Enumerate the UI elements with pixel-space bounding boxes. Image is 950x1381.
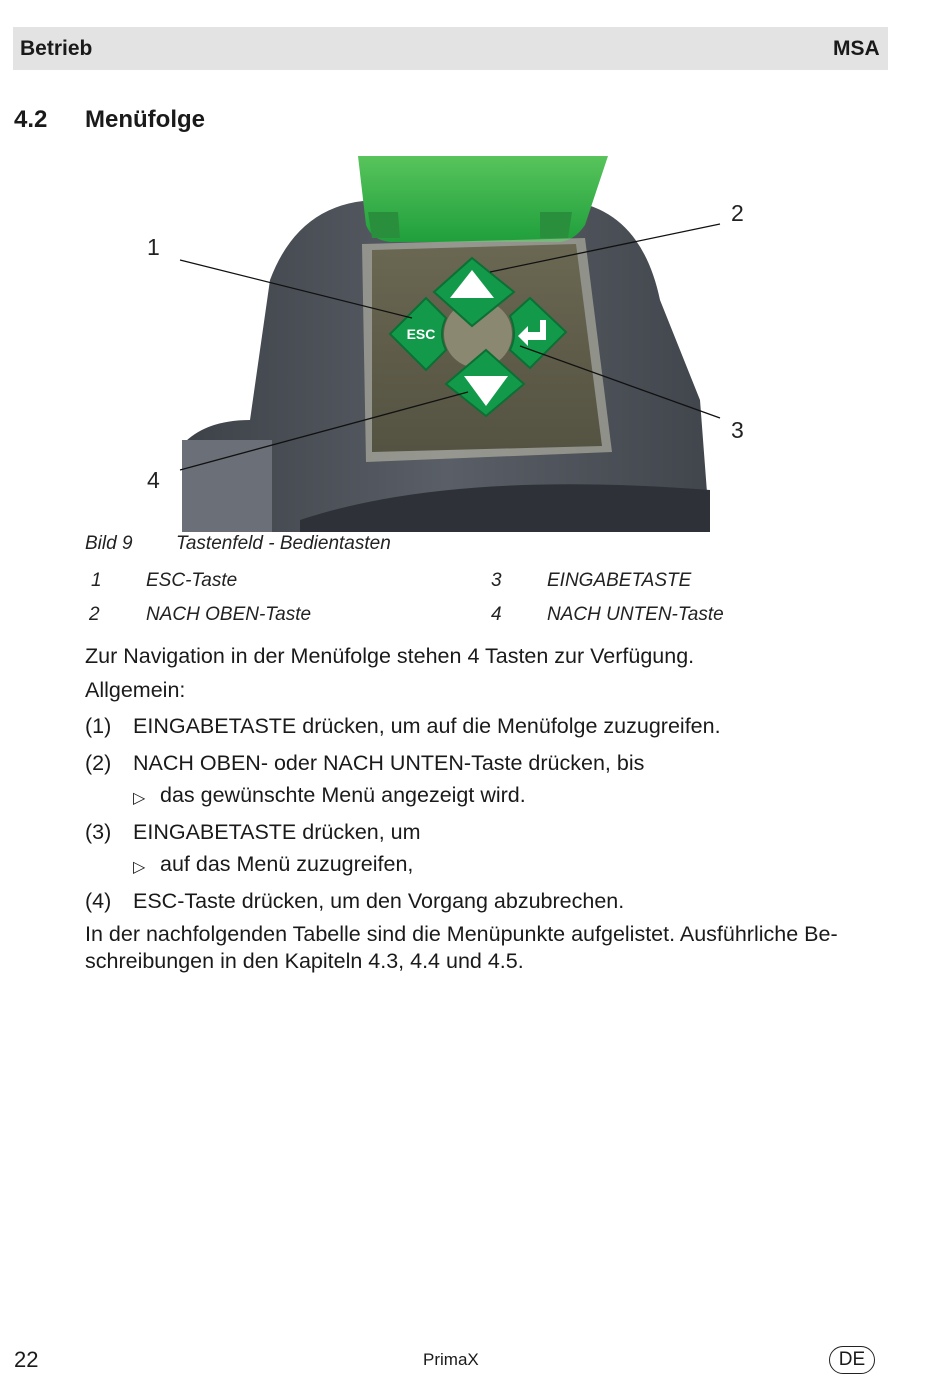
page-number: 22 xyxy=(14,1347,39,1372)
device-base-left xyxy=(182,440,272,532)
footer-product-name: PrimaX xyxy=(423,1350,479,1369)
step-number: (1) xyxy=(85,714,112,738)
legend-text: NACH UNTEN-Taste xyxy=(547,604,724,625)
result-arrow-icon: ▷ xyxy=(133,859,146,876)
callout-4: 4 xyxy=(147,467,160,493)
legend-num: 3 xyxy=(491,570,502,591)
figure-caption-label: Bild 9 xyxy=(85,533,133,554)
intro-paragraph: Zur Navigation in der Menüfolge stehen 4 Tasten zur Verfügung. xyxy=(85,644,695,668)
step-number: (2) xyxy=(85,751,112,775)
step-text: ESC-Taste drücken, um den Vorgang abzubrechen. xyxy=(133,889,625,913)
closing-paragraph-line-1: In der nachfolgenden Tabelle sind die Menüpunkte aufgelistet. Ausführliche Be- xyxy=(85,922,838,946)
result-arrow-icon: ▷ xyxy=(133,790,146,807)
language-badge: DE xyxy=(829,1346,875,1374)
callout-2: 2 xyxy=(731,200,744,226)
figure-caption-text: Tastenfeld - Bedientasten xyxy=(176,533,391,554)
step-result-text: das gewünschte Menü angezeigt wird. xyxy=(160,783,526,807)
legend-num: 1 xyxy=(91,570,102,591)
running-header-bar xyxy=(13,27,888,70)
lid-hinge-right xyxy=(540,212,572,238)
legend-num: 2 xyxy=(89,604,100,625)
section-number: 4.2 xyxy=(14,106,48,133)
closing-paragraph-line-2: schreibungen in den Kapiteln 4.3, 4.4 und 4.5. xyxy=(85,949,524,973)
section-title: Menüfolge xyxy=(85,106,205,133)
step-number: (3) xyxy=(85,820,112,844)
keypad-photo xyxy=(0,150,950,540)
header-brand: MSA xyxy=(833,37,880,60)
header-chapter-title: Betrieb xyxy=(20,37,93,60)
legend-num: 4 xyxy=(491,604,502,625)
step-number: (4) xyxy=(85,889,112,913)
step-text: NACH OBEN- oder NACH UNTEN-Taste drücken, bis xyxy=(133,751,645,775)
general-label: Allgemein: xyxy=(85,678,186,702)
lid-hinge-left xyxy=(368,212,400,238)
callout-1: 1 xyxy=(147,234,160,260)
legend-text: EINGABETASTE xyxy=(547,570,692,591)
step-text: EINGABETASTE drücken, um auf die Menüfolge zuzugreifen. xyxy=(133,714,721,738)
callout-3: 3 xyxy=(731,417,744,443)
step-result-text: auf das Menü zuzugreifen, xyxy=(160,852,414,876)
esc-key-label: ESC xyxy=(406,326,436,342)
legend-text: ESC-Taste xyxy=(146,570,238,591)
legend-text: NACH OBEN-Taste xyxy=(146,604,312,625)
step-text: EINGABETASTE drücken, um xyxy=(133,820,421,844)
